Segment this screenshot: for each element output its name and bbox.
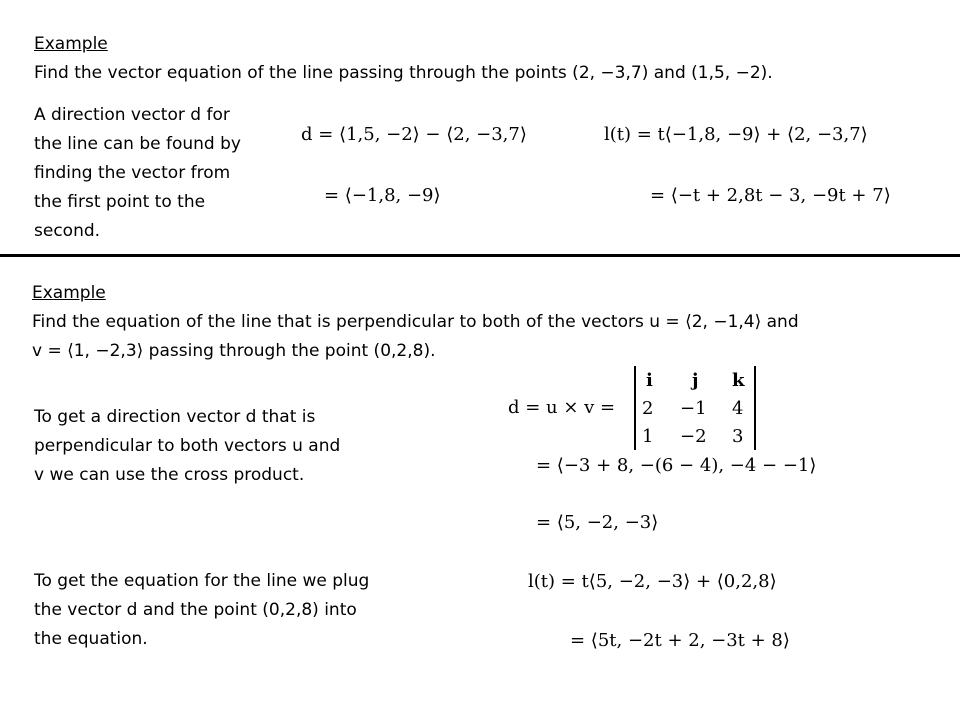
matrix-cell: 1 bbox=[642, 426, 654, 447]
matrix-cell: −2 bbox=[680, 426, 707, 447]
explanation-line: the line can be found by bbox=[34, 134, 241, 154]
explanation-line: finding the vector from bbox=[34, 163, 231, 183]
example1-l-equation-line2: = ⟨−t + 2,8t − 3, −9t + 7⟩ bbox=[650, 185, 891, 206]
matrix-cell: j bbox=[692, 370, 699, 391]
matrix-cell: 2 bbox=[642, 398, 654, 419]
example1-heading: Example bbox=[34, 34, 108, 54]
example1-question: Find the vector equation of the line passing through the points (2, −3,7) and (1,5, −2). bbox=[34, 63, 773, 83]
explanation-line: v we can use the cross product. bbox=[34, 465, 305, 485]
example1-d-equation-line2: = ⟨−1,8, −9⟩ bbox=[324, 185, 441, 206]
example2-l-equation-line2: = ⟨5t, −2t + 2, −3t + 8⟩ bbox=[570, 630, 790, 651]
explanation-line: the equation. bbox=[34, 629, 148, 649]
cross-product-line2: = ⟨−3 + 8, −(6 − 4), −4 − −1⟩ bbox=[536, 455, 817, 476]
example2-explanation1 bbox=[34, 403, 340, 490]
example1-d-equation-line1: d = ⟨1,5, −2⟩ − ⟨2, −3,7⟩ bbox=[301, 124, 527, 145]
section-divider bbox=[0, 254, 960, 257]
determinant-matrix bbox=[634, 366, 756, 450]
matrix-cell: −1 bbox=[680, 398, 707, 419]
cross-product-lhs: d = u × v = bbox=[508, 397, 616, 418]
explanation-line: To get the equation for the line we plug bbox=[34, 571, 370, 591]
example1-explanation bbox=[34, 101, 241, 246]
matrix-cell: 4 bbox=[732, 398, 744, 419]
explanation-line: the first point to the bbox=[34, 192, 206, 212]
example2-heading: Example bbox=[32, 283, 106, 303]
example2-explanation2 bbox=[34, 567, 369, 654]
explanation-line: the vector d and the point (0,2,8) into bbox=[34, 600, 357, 620]
explanation-line: second. bbox=[34, 221, 101, 241]
example1-l-equation-line1: l(t) = t⟨−1,8, −9⟩ + ⟨2, −3,7⟩ bbox=[604, 124, 868, 145]
explanation-line: To get a direction vector d that is bbox=[34, 407, 316, 427]
matrix-cell: k bbox=[732, 370, 745, 391]
matrix-cell: 3 bbox=[732, 426, 744, 447]
example2-l-equation-line1: l(t) = t⟨5, −2, −3⟩ + ⟨0,2,8⟩ bbox=[528, 571, 777, 592]
example2-question-line1: Find the equation of the line that is perpendicular to both of the vectors u = ⟨2, −1,4⟩ and bbox=[32, 312, 799, 332]
explanation-line: perpendicular to both vectors u and bbox=[34, 436, 341, 456]
matrix-cell: i bbox=[646, 370, 653, 391]
cross-product-line3: = ⟨5, −2, −3⟩ bbox=[536, 512, 659, 533]
explanation-line: A direction vector d for bbox=[34, 105, 230, 125]
example2-question-line2: v = ⟨1, −2,3⟩ passing through the point (0,2,8). bbox=[32, 341, 436, 361]
